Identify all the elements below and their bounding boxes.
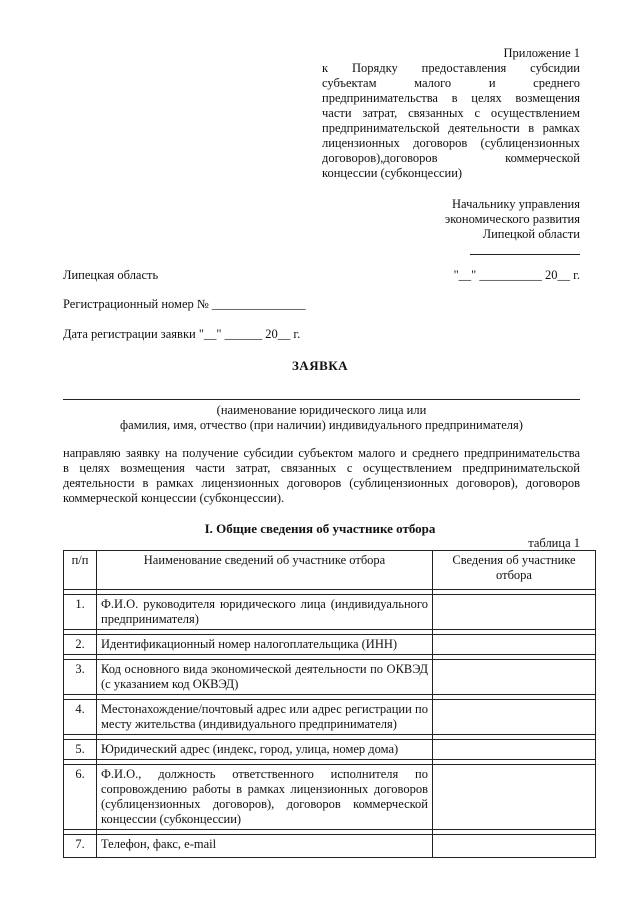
date-field: "__" __________ 20__ г.: [453, 268, 580, 282]
row-num: 6.: [64, 765, 97, 830]
applicant-hint-line-2: фамилия, имя, отчество (при наличии) индивидуального предпринимателя): [120, 418, 523, 432]
appendix-line: предпринимательства в целях возмещения: [322, 91, 580, 105]
addressee-line-2: экономического развития: [444, 212, 580, 226]
addressee-signature-line: [470, 246, 580, 255]
applicant-name-line: [63, 399, 580, 400]
section-title: I. Общие сведения об участнике отбора: [204, 521, 436, 536]
appendix-block: [322, 46, 580, 181]
table-row: [64, 595, 596, 630]
row-num: 2.: [64, 635, 97, 655]
row-label: Местонахождение/почтовый адрес или адрес регистрации по месту жительства (индивидуального предпринимателя): [97, 700, 433, 735]
appendix-line: к Порядку предоставления субсидии: [322, 61, 580, 75]
header-info: Сведения об участнике отбора: [433, 551, 596, 590]
table-row: [64, 700, 596, 735]
addressee-line-1: Начальнику управления: [452, 197, 580, 211]
document-title: ЗАЯВКА: [291, 358, 349, 373]
row-value-cell[interactable]: [433, 635, 596, 655]
region-label: Липецкая область: [63, 268, 159, 282]
header-name: Наименование сведений об участнике отбора: [97, 551, 433, 590]
row-value-cell[interactable]: [433, 700, 596, 735]
table-header-row: [64, 551, 596, 590]
request-line: направляю заявку на получение субсидии субъектом малого и среднего предпринимательства: [63, 446, 580, 460]
applicant-hint-line-1: (наименование юридического лица или: [216, 403, 427, 417]
row-value-cell[interactable]: [433, 835, 596, 858]
table-row: [64, 635, 596, 655]
appendix-line: части затрат, связанных с осуществлением: [322, 106, 580, 120]
table-row: [64, 660, 596, 695]
row-value-cell[interactable]: [433, 740, 596, 760]
row-label: Ф.И.О. руководителя юридического лица (индивидуального предпринимателя): [97, 595, 433, 630]
table-row: [64, 740, 596, 760]
row-num: 4.: [64, 700, 97, 735]
request-line: коммерческой концессии (субконцессии).: [63, 491, 285, 505]
header-num: п/п: [64, 551, 97, 590]
appendix-line: лицензионных договоров (сублицензионных: [322, 136, 580, 150]
participant-info-table: [63, 550, 596, 858]
row-value-cell[interactable]: [433, 660, 596, 695]
row-value-cell[interactable]: [433, 595, 596, 630]
addressee-block: [380, 197, 580, 255]
table-row: [64, 765, 596, 830]
row-label: Идентификационный номер налогоплательщика (ИНН): [97, 635, 433, 655]
appendix-line: субъектам малого и среднего: [322, 76, 580, 90]
row-num: 5.: [64, 740, 97, 760]
appendix-title: Приложение 1: [503, 46, 580, 60]
table-label: таблица 1: [528, 536, 580, 550]
table-row: [64, 835, 596, 858]
row-label: Юридический адрес (индекс, город, улица, номер дома): [97, 740, 433, 760]
row-label: Телефон, факс, e-mail: [97, 835, 433, 858]
request-paragraph: [63, 446, 580, 506]
row-num: 3.: [64, 660, 97, 695]
row-label: Ф.И.О., должность ответственного исполнителя по сопровождению работы в рамках лицензионных договоров (сублицензионных договоров), договоров коммерческой концессии (субконцессии): [97, 765, 433, 830]
appendix-line: предпринимательской деятельности в рамках: [322, 121, 580, 135]
row-num: 1.: [64, 595, 97, 630]
addressee-line-3: Липецкой области: [482, 227, 580, 241]
appendix-line: концессии (субконцессии): [322, 166, 463, 180]
row-value-cell[interactable]: [433, 765, 596, 830]
request-line: в целях возмещения части затрат, связанных с осуществлением предпринимательской: [63, 461, 580, 475]
row-label: Код основного вида экономической деятельности по ОКВЭД (с указанием код ОКВЭД): [97, 660, 433, 695]
row-num: 7.: [64, 835, 97, 858]
registration-date: Дата регистрации заявки "__" ______ 20__ г.: [63, 327, 301, 341]
appendix-line: договоров),договоров коммерческой: [322, 151, 580, 165]
request-line: деятельности в рамках лицензионных договоров (сублицензионных договоров), договоров: [63, 476, 580, 490]
registration-number: Регистрационный номер № _______________: [63, 297, 306, 311]
